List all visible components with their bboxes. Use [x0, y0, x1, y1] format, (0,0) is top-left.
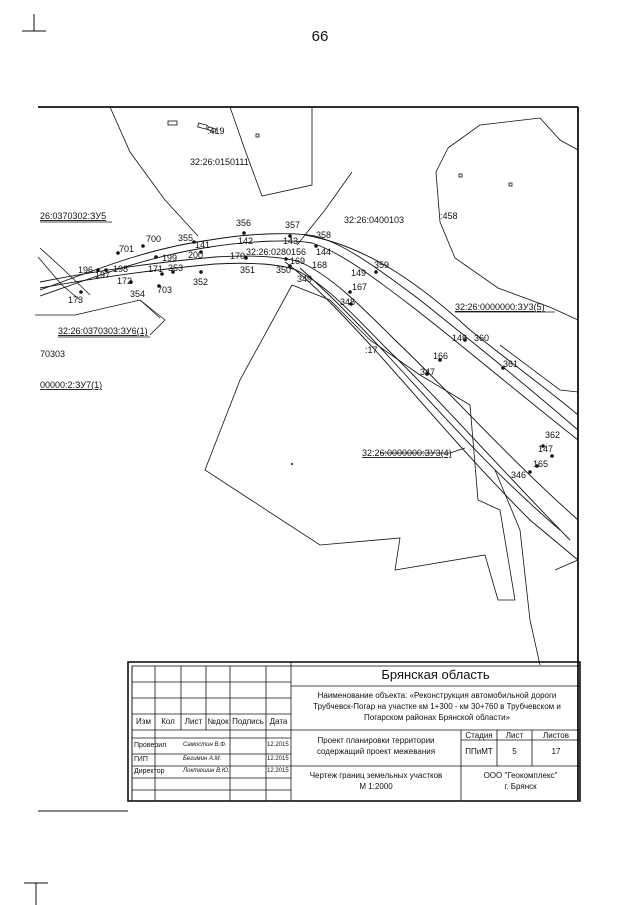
point-label: 141: [195, 240, 211, 250]
point-label: 172: [117, 276, 133, 286]
page-number: 66: [311, 28, 329, 45]
point-label: 168: [312, 260, 328, 270]
parcel-boundaries: [35, 107, 578, 665]
point-label: 353: [168, 263, 184, 273]
point-label: 143: [283, 236, 299, 246]
signature-name: Самостин В.Ф.: [183, 742, 227, 748]
region-title: Брянская область: [381, 667, 490, 682]
signature-date: 12.2015: [267, 742, 289, 748]
parcel-label-419: :419: [207, 126, 225, 136]
object-name: Наименование объекта: «Реконструкция автомобильной дороги Трубчевск-Погар на участке км 1+300 - км 30+760 в Трубчевском и Погарском районах Брянской области»: [313, 691, 561, 722]
point-label: 356: [236, 218, 252, 228]
signature-name: Локтюшин В.Ю.: [183, 768, 230, 774]
point-label: 196: [78, 265, 94, 275]
point-label: 165: [533, 459, 549, 469]
sheet-header: Лист: [505, 731, 524, 740]
point-label: 166: [433, 351, 449, 361]
point-label: 351: [240, 265, 256, 275]
sheet-value: 5: [512, 747, 517, 756]
point-label: 200: [188, 250, 204, 260]
point-label: 359: [374, 260, 390, 270]
parcel-label-zu3-4: 32:26:0000000:ЗУ3(4): [362, 448, 452, 458]
signature-date: 12.2015: [267, 768, 289, 774]
signature-role: Директор: [134, 768, 165, 775]
parcel-label-0400103: 32:26:0400103: [344, 215, 405, 225]
parcel-label-458: :458: [440, 211, 458, 221]
point-label: 352: [193, 277, 209, 287]
parcel-label-0280156: 32:26:0280156: [246, 247, 307, 257]
parcel-label-0370303-zu6: 32:26:0370303:ЗУ6(1): [58, 326, 148, 336]
point-label: 355: [178, 233, 194, 243]
header-podpis: Подпись: [232, 717, 264, 726]
header-ndok: №док: [207, 717, 229, 726]
point-label: 349: [297, 274, 313, 284]
stage-value: ППиМТ: [465, 747, 493, 756]
point-label: 198: [113, 264, 129, 274]
company-city: г. Брянск: [504, 782, 537, 791]
point-labels: [68, 218, 560, 480]
point-label: 171: [148, 264, 164, 274]
point-label: 197: [95, 270, 111, 280]
point-label: 147: [538, 444, 554, 454]
corner-mark-bottom: [24, 883, 48, 905]
corner-mark-top: [22, 14, 46, 31]
header-izm: Изм: [136, 717, 151, 726]
point-label: 149: [351, 268, 367, 278]
point-label: 142: [238, 236, 254, 246]
parcel-label-70303: 70303: [40, 349, 66, 359]
point-label: 167: [352, 282, 368, 292]
parcel-labels: [40, 126, 545, 458]
parcel-label-zu7: 00000:2:ЗУ7(1): [40, 380, 103, 390]
parcel-label-zu3-5: 32:26:0000000:ЗУ3(5): [455, 302, 545, 312]
header-kol: Кол: [161, 717, 175, 726]
sheets-header: Листов: [543, 731, 569, 740]
point-label: 170: [230, 251, 246, 261]
parcel-label-0150111: 32:26:0150111: [190, 157, 249, 167]
point-label: 354: [130, 289, 146, 299]
header-list: Лист: [184, 717, 203, 726]
point-label: 350: [276, 265, 292, 275]
point-label: 347: [420, 367, 436, 377]
point-label: 173: [68, 295, 84, 305]
point-label: 169: [290, 256, 306, 266]
point-label: 358: [316, 230, 332, 240]
signature-role: Проверил: [134, 742, 167, 749]
header-data: Дата: [269, 717, 288, 726]
point-label: 700: [146, 234, 162, 244]
point-label: 357: [285, 220, 301, 230]
point-label: 361: [503, 359, 519, 369]
scale: М 1:2000: [359, 782, 393, 791]
signature-name: Бегимин А.М.: [183, 756, 222, 762]
point-label: 146: [452, 333, 468, 343]
sheets-value: 17: [551, 747, 561, 756]
point-label: 144: [316, 247, 332, 257]
project-title: Проект планировки территории содержащий проект межевания: [316, 736, 436, 756]
point-label: 346: [511, 470, 527, 480]
drawing-title: Чертеж границ земельных участков: [309, 771, 443, 780]
company-name: ООО "Геокомплекс": [483, 771, 558, 780]
signature-date: 12.2015: [267, 756, 289, 762]
point-label: 701: [119, 244, 135, 254]
point-label: 362: [545, 430, 561, 440]
point-label: 703: [157, 285, 173, 295]
parcel-label-17: :17: [365, 345, 378, 355]
point-label: 199: [162, 253, 178, 263]
point-label: 348: [340, 297, 356, 307]
signature-role: ГИП: [134, 756, 148, 763]
parcel-label-0370302-zu5: 26:0370302:ЗУ5: [40, 211, 107, 221]
stage-header: Стадия: [465, 731, 493, 740]
point-label: 360: [474, 333, 490, 343]
